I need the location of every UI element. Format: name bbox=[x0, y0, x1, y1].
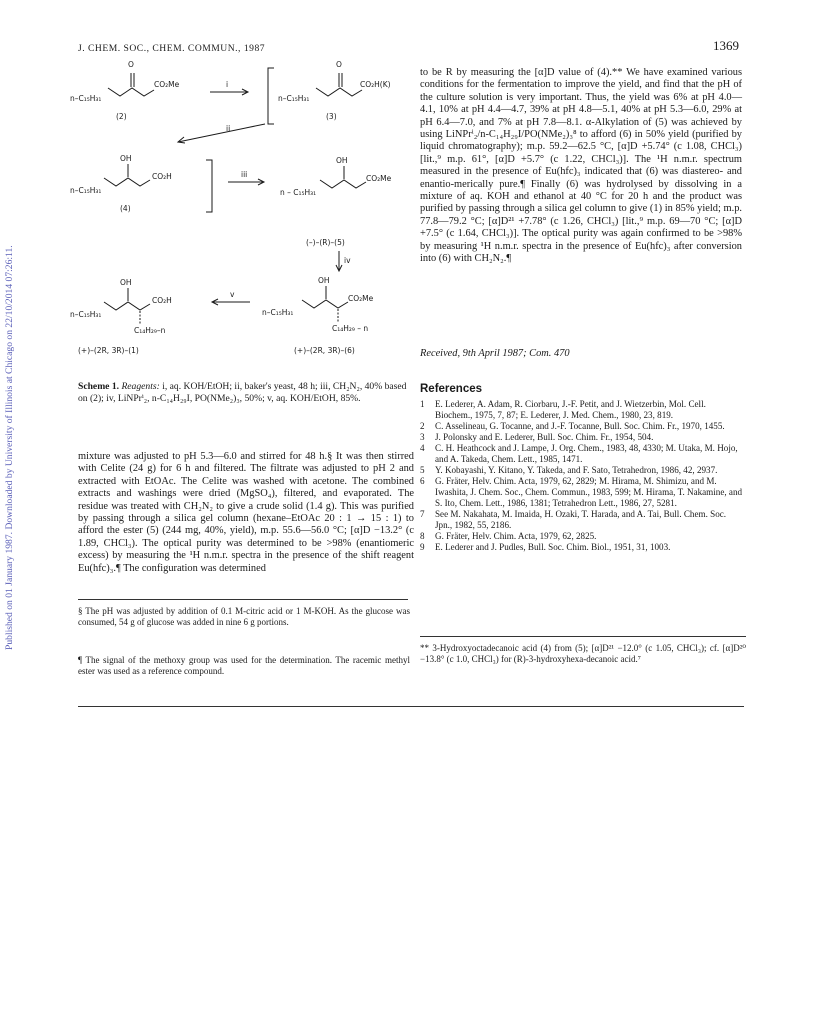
c4-ester: CO₂Me bbox=[366, 174, 392, 183]
caption-bold: Scheme 1. bbox=[78, 381, 120, 392]
c3-label: (4) bbox=[120, 204, 131, 213]
reference-item bbox=[420, 443, 745, 465]
page-number: 1369 bbox=[713, 38, 739, 53]
reference-item bbox=[420, 542, 745, 553]
footnote-ph: § The pH was adjusted by addition of 0.1 M-citric acid or 1 M-KOH. As the glucose was consumed, 54 g of glucose was added in nine 6 g portions. bbox=[78, 606, 410, 627]
reference-item bbox=[420, 509, 745, 531]
body-text-left: mixture was adjusted to pH 5.3—6.0 and stirred for 48 h.§ It was then stirred with Celite (24 g) for 6 h and filtered. The filtrate was adjusted to pH 2 and extracted with EtOAc. The Celite was washed with acetone. The combined extracts and washings were dried (MgSO₄), filtered, and evaporated. The residue was treated with CH₂N₂ to give a crude solid (1.4 g). This was purified by passing through a silica gel column (hexane–EtOAc 20 : 1 → 15 : 1) to afford the ester (5) (244 mg, 40%, yield), m.p. 55.6—56.0 °C; [α]D −13.2° (c 1.89, CHCl₃). The optical purity was determined to be >98% (enantiomeric excess) by measuring the ¹H n.m.r. spectra in the presence of the shift reagent Eu(hfc)₃.¶ The configuration was determined bbox=[78, 451, 414, 574]
scheme-caption bbox=[78, 381, 410, 405]
reference-text: See M. Nakahata, M. Imaida, H. Ozaki, T. Harada, and A. Tai, Bull. Chem. Soc. Jpn., 1982, 55, 2186. bbox=[435, 509, 727, 530]
reference-text: E. Lederer and J. Pudles, Bull. Soc. Chim. Biol., 1951, 31, 1003. bbox=[435, 542, 671, 552]
reference-number: 2 bbox=[420, 421, 425, 431]
page-bottom-rule bbox=[78, 706, 744, 707]
reference-number: 9 bbox=[420, 542, 425, 552]
body-text-right: to be R by measuring the [α]D value of (4).** We have examined various conditions for the fermentation to improve the yield, and find that the pH of the culture solution is very important. Thus, the yield was 6% at pH 4.0—4.1, 10% at pH 4.4—4.7, 39% at pH 4.8—5.1, 40% at pH 5.3—6.0, 29% at pH 6.4—7.0, and 7% at pH 7.8—8.1. α-Alkylation of (5) was achieved by using LiNPrⁱ₂/n-C₁₄H₂₉I/PO(NMe₂)₃⁸ to afford (6) in 50% yield (purified by liquid chromatography); m.p. 59.2—62.5 °C, [α]D +5.74° (c 1.08, CHCl₃) [lit.,⁹ m.p. 61°, [α]D +5.7° (c 1.22, CHCl₃)]. The ¹H n.m.r. spectrum measured in the presence of Eu(hfc)₃ indicated that (6) was diastereo- and enantio-merically pure.¶ Finally (6) was hydrolysed by dissolving in a mixture of aq. KOH and ethanol at 40 °C for 20 h and the product was purified by passing through a silica gel column to give (1) in 85% yield; m.p. 77.8—79.2 °C; [α]D²¹ +7.78° (c 1.26, CHCl₃) [lit.,⁹ m.p. 69—70 °C; [α]D +7.5° (c 1.64, CHCl₃)]. The optical purity was again confirmed to be >98% by measuring ¹H n.m.r. spectra in the presence of Eu(hfc)₃ after conversion into (6) with CH₂N₂.¶ bbox=[420, 67, 742, 265]
c2-carbonyl: O bbox=[336, 60, 342, 69]
c6-substituent: C₁₄H₂₉–n bbox=[134, 326, 166, 335]
c2-label: (3) bbox=[326, 112, 337, 121]
c5-hydroxyl: OH bbox=[318, 276, 330, 285]
reference-number: 5 bbox=[420, 465, 425, 475]
reference-number: 6 bbox=[420, 476, 425, 486]
c3-chain: n–C₁₅H₃₁ bbox=[70, 186, 102, 195]
step-iv-label: iv bbox=[344, 256, 351, 265]
c6-chain: n–C₁₅H₃₁ bbox=[70, 310, 102, 319]
reference-number: 7 bbox=[420, 509, 425, 519]
reference-item bbox=[420, 465, 745, 476]
reference-number: 3 bbox=[420, 432, 425, 442]
c5-ester: CO₂Me bbox=[348, 294, 374, 303]
scheme-bonds bbox=[70, 58, 410, 368]
footnote-methoxy: ¶ The signal of the methoxy group was used for the determination. The racemic methyl ester was used as a reference compound. bbox=[78, 655, 410, 676]
step-i-label: i bbox=[226, 80, 229, 89]
step-v-label: v bbox=[230, 290, 235, 299]
reference-item bbox=[420, 476, 745, 509]
c6-hydroxyl: OH bbox=[120, 278, 132, 287]
caption-italic: Reagents: bbox=[121, 381, 160, 392]
c5-chain: n–C₁₅H₃₁ bbox=[262, 308, 294, 317]
c1-ester: CO₂Me bbox=[154, 80, 180, 89]
reference-text: C. H. Heathcock and J. Lampe, J. Org. Chem., 1983, 48, 4330; M. Utaka, M. Hojo, and A. Takeda, Chem. Lett., 1985, 1471. bbox=[435, 443, 738, 464]
reference-text: E. Lederer, A. Adam, R. Ciorbaru, J.-F. Petit, and J. Wietzerbin, Mol. Cell. Biochem., 1975, 7, 87; E. Lederer, J. Med. Chem., 1980, 23, 819. bbox=[435, 399, 706, 420]
c2-chain: n–C₁₅H₃₁ bbox=[278, 94, 310, 103]
c5-substituent: C₁₄H₂₉ – n bbox=[332, 324, 369, 333]
reaction-scheme bbox=[70, 58, 410, 368]
step-iii-label: iii bbox=[241, 170, 248, 179]
reference-item bbox=[420, 531, 745, 542]
reference-item bbox=[420, 399, 745, 421]
c2-acid: CO₂H(K) bbox=[360, 80, 391, 89]
journal-header: J. CHEM. SOC., CHEM. COMMUN., 1987 bbox=[78, 43, 266, 54]
reference-number: 4 bbox=[420, 443, 425, 453]
reference-item bbox=[420, 432, 745, 443]
c4-hydroxyl: OH bbox=[336, 156, 348, 165]
reference-text: J. Polonsky and E. Lederer, Bull. Soc. Chim. Fr., 1954, 504. bbox=[435, 432, 654, 442]
c6-label: (+)–(2R, 3R)–(1) bbox=[78, 346, 139, 355]
caption-text: i, aq. KOH/EtOH; ii, baker's yeast, 48 h; iii, CH₂N₂, 40% based on (2); iv, LiNPrⁱ₂, n-C₁₄H₂₉I, PO(NMe₂)₃, 50%; v, aq. KOH/EtOH, 85%. bbox=[78, 381, 407, 404]
publication-note: Published on 01 January 1987. Downloaded by University of Illinois at Chicago on 22/10/2014 07:26:11. bbox=[4, 245, 15, 650]
c1-chain: n–C₁₅H₃₁ bbox=[70, 94, 102, 103]
c4-chain: n – C₁₅H₃₁ bbox=[280, 188, 317, 197]
references-list bbox=[420, 399, 745, 553]
reference-number: 8 bbox=[420, 531, 425, 541]
references-heading: References bbox=[420, 383, 483, 395]
step-ii-label: ii bbox=[226, 124, 231, 133]
footnote-divider-left bbox=[78, 599, 408, 600]
footnote-divider-right bbox=[420, 636, 746, 637]
reference-text: G. Fräter, Helv. Chim. Acta, 1979, 62, 2825. bbox=[435, 531, 597, 541]
reference-text: G. Fräter, Helv. Chim. Acta, 1979, 62, 2829; M. Hirama, M. Shimizu, and M. Iwashita, J. Chem. Soc., Chem. Commun., 1983, 599; M. Hirama, T. Nakamine, and S. Ito, Chem. Lett., 1986, 1381; Tetrahedron Lett., 1986, 27, 5281. bbox=[435, 476, 743, 508]
footnote-rotation: ** 3-Hydroxyoctadecanoic acid (4) from (5); [α]D²¹ −12.0° (c 1.05, CHCl₃); cf. [α]D²⁰ −13.8° (c 1.0, CHCl₃) for (R)-3-hydroxyhexa-decanoic acid.⁷ bbox=[420, 643, 746, 664]
c4-label: (–)–(R)–(5) bbox=[306, 238, 345, 247]
reference-number: 1 bbox=[420, 399, 425, 409]
publication-sidebar bbox=[2, 180, 18, 650]
c5-label: (+)–(2R, 3R)–(6) bbox=[294, 346, 355, 355]
reference-item bbox=[420, 421, 745, 432]
received-line: Received, 9th April 1987; Com. 470 bbox=[420, 348, 570, 359]
reference-text: C. Asselineau, G. Tocanne, and J.-F. Tocanne, Bull. Soc. Chim. Fr., 1970, 1455. bbox=[435, 421, 725, 431]
c3-acid: CO₂H bbox=[152, 172, 172, 181]
c3-hydroxyl: OH bbox=[120, 154, 132, 163]
c1-label: (2) bbox=[116, 112, 127, 121]
reference-text: Y. Kobayashi, Y. Kitano, Y. Takeda, and F. Sato, Tetrahedron, 1986, 42, 2937. bbox=[435, 465, 718, 475]
c6-acid: CO₂H bbox=[152, 296, 172, 305]
c1-carbonyl: O bbox=[128, 60, 134, 69]
